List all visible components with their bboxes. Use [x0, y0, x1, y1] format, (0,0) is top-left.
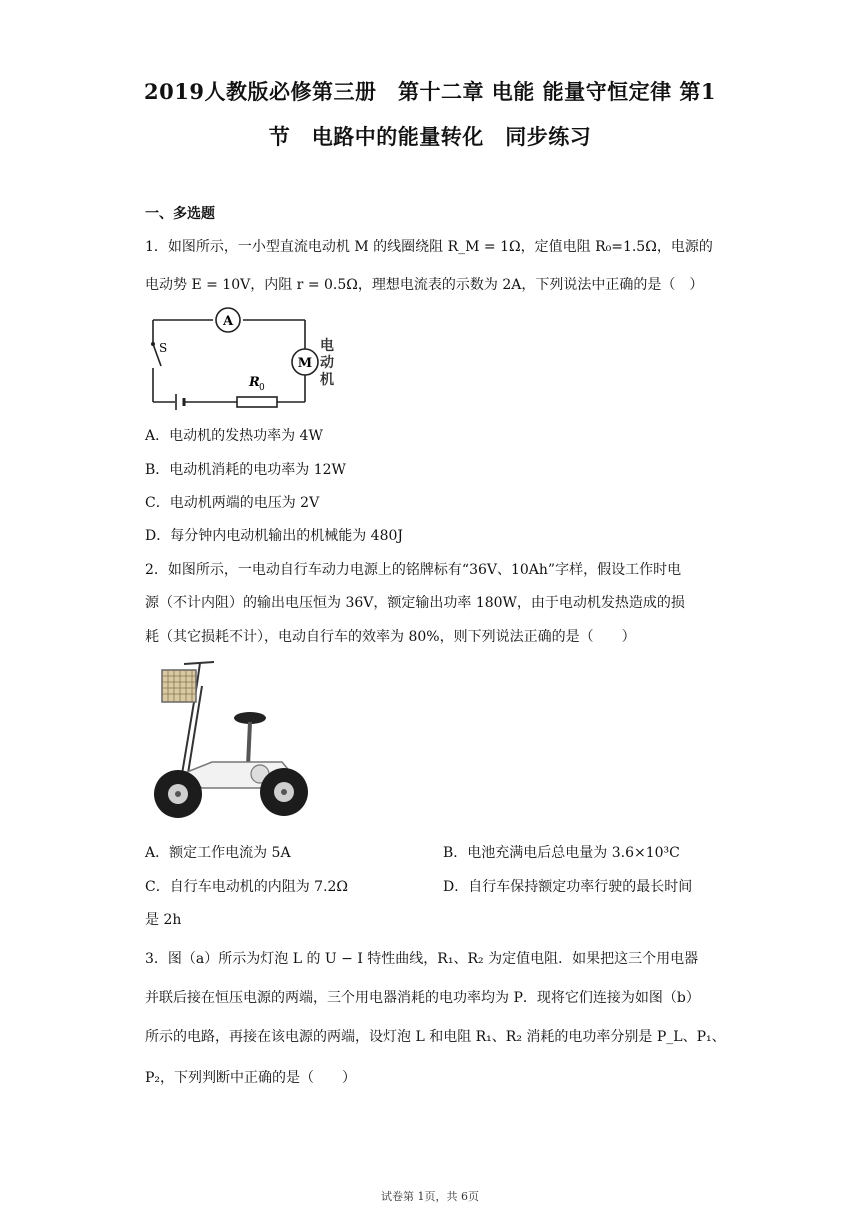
page-title-line-1: 2019人教版必修第三册 第十二章 电能 能量守恒定律 第1 [144, 79, 716, 104]
front-wheel-icon [154, 770, 202, 818]
question-3-line-2: 并联后接在恒压电源的两端，三个用电器消耗的电功率均为 P．现将它们连接为如图（b） [145, 990, 700, 1006]
question-1-option-b: B．电动机消耗的电功率为 12W [145, 462, 346, 478]
question-1-line-2: 电动势 E = 10V，内阻 r = 0.5Ω，理想电流表的示数为 2A，下列说法中正确的是（ ） [145, 277, 704, 293]
page-title-line-2: 节 电路中的能量转化 同步练习 [268, 124, 592, 149]
motor-label: M [297, 356, 313, 371]
ammeter-symbol [216, 308, 240, 332]
ammeter-label: A [222, 314, 234, 329]
motor-caption-char-1: 电 [320, 338, 334, 354]
rear-wheel-icon [260, 768, 308, 816]
question-1-option-d: D．每分钟内电动机输出的机械能为 480J [145, 528, 404, 544]
question-2-line-2: 源（不计内阻）的输出电压恒为 36V，额定输出功率 180W，由于电动机发热造成的损 [145, 595, 685, 611]
resistor-symbol [237, 375, 277, 407]
switch-label: S [159, 341, 168, 355]
circuit-diagram [145, 306, 345, 412]
question-1-line-1: 1．如图所示，一小型直流电动机 M 的线圈绕阻 R_M = 1Ω，定值电阻 R₀=1.5Ω，电源的 [145, 239, 713, 255]
question-2-option-d-continued: 是 2h [145, 912, 182, 928]
motor-caption-char-2: 动 [320, 355, 334, 371]
question-1-option-a: A．电动机的发热功率为 4W [145, 428, 323, 444]
seat-icon [234, 712, 266, 766]
question-2-option-a: A．额定工作电流为 5A [145, 845, 291, 861]
question-3-line-3: 所示的电路，再接在该电源的两端，设灯泡 L 和电阻 R₁、R₂ 消耗的电功率分别是 P_L、P₁、 [145, 1029, 726, 1045]
question-2-option-d: D．自行车保持额定功率行驶的最长时间 [443, 879, 693, 895]
question-1-option-c: C．电动机两端的电压为 2V [145, 495, 320, 511]
question-2-line-1: 2．如图所示，一电动自行车动力电源上的铭牌标有“36V、10Ah”字样，假设工作时电 [145, 562, 682, 578]
question-2-line-3: 耗（其它损耗不计），电动自行车的效率为 80%，则下列说法正确的是（ ） [145, 629, 636, 645]
basket-icon [162, 670, 196, 702]
section-heading: 一、多选题 [145, 206, 215, 222]
motor-symbol [292, 349, 318, 375]
motor-caption [320, 337, 334, 388]
switch-symbol [151, 341, 167, 355]
question-2-option-c: C．自行车电动机的内阻为 7.2Ω [145, 879, 349, 895]
page-footer: 试卷第 1页，共 6页 [381, 1190, 479, 1203]
battery-symbol [176, 394, 184, 410]
motor-caption-char-3: 机 [320, 372, 334, 388]
question-3-line-4: P₂，下列判断中正确的是（ ） [145, 1070, 357, 1086]
resistor-label: R [249, 375, 260, 390]
question-3-line-1: 3．图（a）所示为灯泡 L 的 U − I 特性曲线，R₁、R₂ 为定值电阻．如果把这三个用电器 [145, 951, 699, 967]
question-2-option-b: B．电池充满电后总电量为 3.6×10³C [443, 845, 680, 861]
electric-scooter-image [142, 656, 312, 828]
resistor-subscript: 0 [259, 383, 265, 393]
